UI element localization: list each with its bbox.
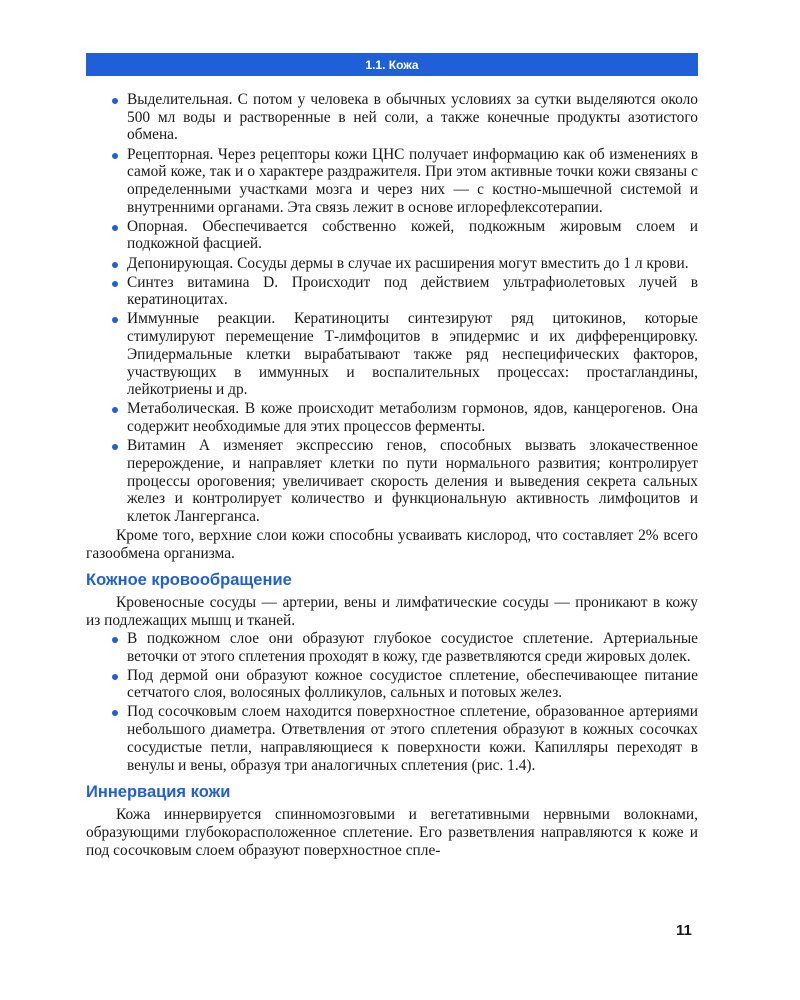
list-item: Витамин А изменяет экспрессию генов, способных вызвать злокачественное перерождение, и направляет клетки по пути нормального развития; контролирует процессы ороговения; увеличивает скорость деления и выведения секрета сальных желез и контролирует количество и функциональную активность лимфоцитов и клеток Лангерганса. [86, 437, 698, 526]
bullet-icon [112, 710, 118, 716]
list-item: Под дермой они образуют кожное сосудистое сплетение, обеспечивающее питание сетчатого слоя, волосяных фолликулов, сальных и потовых желез. [86, 667, 698, 702]
page-number: 11 [676, 922, 692, 939]
list-item: Метаболическая. В коже происходит метаболизм гормонов, ядов, канцерогенов. Она содержит необходимые для этих процессов ферменты. [86, 400, 698, 435]
bullet-icon [112, 281, 118, 287]
blood-list [86, 630, 698, 774]
bullet-icon [112, 407, 118, 413]
bullet-icon [112, 637, 118, 643]
bullet-icon [112, 674, 118, 680]
bullet-icon [112, 262, 118, 268]
list-item: Под сосочковым слоем находится поверхностное сплетение, образованное артериями небольшого диаметра. Ответвления от этого сплетения образуют в кожных сосочках сосудистые петли, направляющиеся к поверхности кожи. Капилляры переходят в венулы и вены, образуя три аналогичных сплетения (рис. 1.4). [86, 703, 698, 774]
running-header-title: 1.1. Кожа [365, 57, 419, 72]
bullet-icon [112, 444, 118, 450]
page-content [86, 91, 698, 859]
list-item: В подкожном слое они образуют глубокое сосудистое сплетение. Артериальные веточки от этого сплетения проходят в кожу, где разветвляются среди жировых долек. [86, 630, 698, 665]
list-item: Синтез витамина D. Происходит под действием ультрафиолетовых лучей в кератиноцитах. [86, 274, 698, 309]
innervation-intro-paragraph: Кожа иннервируется спинномозговыми и вегетативными нервными волокнами, образующими глубокорасположенное сплетение. Его разветвления направляются к коже и под сосочковым слоем образуют поверхностное спле- [86, 806, 698, 859]
list-item: Выделительная. С потом у человека в обычных условиях за сутки выделяются около 500 мл воды и растворенные в ней соли, а также конечные продукты азотистого обмена. [86, 91, 698, 144]
bullet-icon [112, 225, 118, 231]
list-item: Депонирующая. Сосуды дермы в случае их расширения могут вместить до 1 л крови. [86, 255, 698, 273]
bullet-icon [112, 317, 118, 323]
list-item: Иммунные реакции. Кератиноциты синтезируют ряд цитокинов, которые стимулируют перемещение Т-лимфоцитов в эпидермис и их дифференцировку. Эпидермальные клетки вырабатывают также ряд неспецифических факторов, участвующих в иммунных и воспалительных процессах: простагландины, лейкотриены и др. [86, 310, 698, 399]
bullet-icon [112, 98, 118, 104]
section-heading-blood: Кожное кровообращение [86, 571, 292, 590]
list-item: Рецепторная. Через рецепторы кожи ЦНС получает информацию как об изменениях в самой коже, так и о характере раздражителя. При этом активные точки кожи связаны с определенными участками мозга и через них — с костно-мышечной системой и внутренними органами. Эта связь лежит в основе иглорефлексотерапии. [86, 146, 698, 217]
functions-list [86, 91, 698, 526]
bullet-icon [112, 153, 118, 159]
running-header [86, 53, 698, 76]
oxygen-paragraph: Кроме того, верхние слои кожи способны усваивать кислород, что составляет 2% всего газообмена организма. [86, 527, 698, 562]
blood-intro-paragraph: Кровеносные сосуды — артерии, вены и лимфатические сосуды — проникают в кожу из подлежащих мышц и тканей. [86, 594, 698, 630]
list-item: Опорная. Обеспечивается собственно кожей, подкожным жировым слоем и подкожной фасцией. [86, 218, 698, 253]
section-heading-innervation: Иннервация кожи [86, 783, 231, 802]
